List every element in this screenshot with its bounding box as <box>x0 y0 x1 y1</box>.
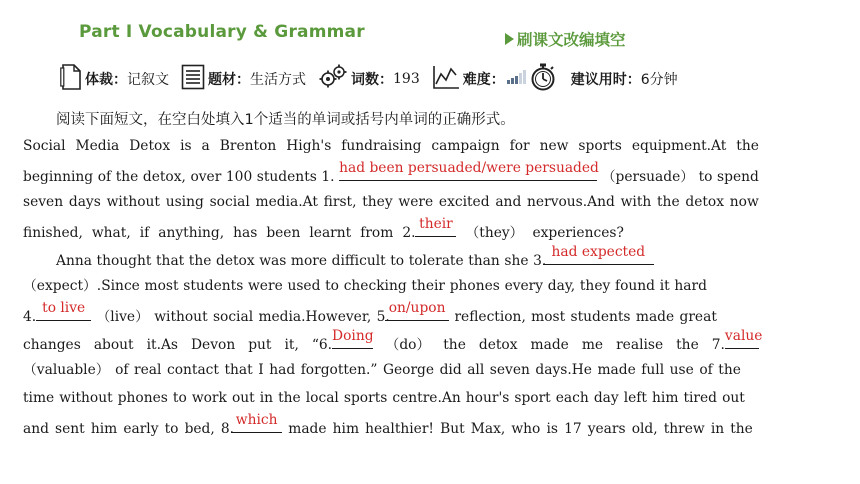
section-tag <box>505 28 626 50</box>
passage-word: the <box>676 337 699 353</box>
genre-value: 记叙文 <box>127 72 169 88</box>
answer-7: value <box>724 328 763 344</box>
passage-word: experiences? <box>532 225 624 241</box>
passage-word: they <box>362 194 393 210</box>
passage-word: were <box>248 278 283 294</box>
answer-blank-5[interactable] <box>385 300 449 321</box>
passage-word: 8. <box>220 421 235 437</box>
difficulty-group <box>432 63 559 95</box>
answer-3: had expected <box>551 244 646 260</box>
passage-word: But <box>440 421 465 437</box>
meta-bar <box>60 62 690 96</box>
words-label: 词数： <box>351 72 393 88</box>
list-icon <box>181 64 205 94</box>
passage-word: seven <box>489 362 530 378</box>
passage-word: it, <box>284 337 299 353</box>
passage-word: made <box>530 337 569 353</box>
passage-word: a <box>201 138 210 154</box>
passage-word: fundraising <box>341 138 422 154</box>
passage-word: sports <box>343 390 388 406</box>
passage-word: out <box>231 390 255 406</box>
passage-word: High's <box>286 138 332 154</box>
passage-word: 3. <box>533 253 547 269</box>
passage-word: finished, <box>23 225 83 241</box>
passage-word: media.At <box>255 194 318 210</box>
passage-word: beginning <box>23 169 94 185</box>
answer-4: to live <box>42 300 86 316</box>
passage-word: difficult <box>331 253 386 269</box>
passage-line <box>23 136 759 156</box>
passage-word: sports <box>578 138 622 154</box>
passage-word: equipment.At <box>631 138 727 154</box>
passage-word: （do） <box>385 337 431 353</box>
passage-word: days.He <box>535 362 592 378</box>
genre-group <box>60 64 169 94</box>
passage-word: and <box>495 194 522 210</box>
passage-word: local <box>305 390 339 406</box>
passage-word: of <box>699 362 713 378</box>
answer-blank-6[interactable] <box>332 328 374 349</box>
passage-word: I <box>258 362 264 378</box>
section-tag-label: 刷课文改编填空 <box>517 31 626 49</box>
passage-word: him <box>332 421 360 437</box>
passage-word: （valuable） <box>23 362 110 378</box>
passage-line <box>23 300 717 325</box>
passage-word: to <box>390 253 405 269</box>
passage-word: phones <box>117 390 168 406</box>
passage-word: students <box>256 169 317 185</box>
passage-word: detox <box>215 253 255 269</box>
passage-word: about <box>93 337 134 353</box>
passage-word: without <box>59 390 113 406</box>
passage-word: spend <box>717 169 759 185</box>
passage-word: hour's <box>465 390 510 406</box>
passage-word: to <box>172 390 187 406</box>
topic-value: 生活方式 <box>250 72 306 88</box>
passage-word: without <box>154 309 208 325</box>
passage-word: anything, <box>158 225 225 241</box>
passage-word: the <box>443 337 466 353</box>
passage-word: 7. <box>711 337 725 353</box>
passage-word: did <box>439 362 462 378</box>
passage-word: real <box>134 362 162 378</box>
passage-word: 5. <box>376 309 390 325</box>
passage-word: tolerate <box>408 253 464 269</box>
passage-word: the <box>657 194 680 210</box>
passage-word: in <box>710 421 725 437</box>
passage-word: the <box>188 253 212 269</box>
passage-word: over <box>190 169 222 185</box>
passage-word: new <box>539 138 569 154</box>
passage-word: detox <box>478 337 518 353</box>
passage-word: excited <box>438 194 490 210</box>
passage-word: more <box>290 253 328 269</box>
passage-word: changes <box>23 337 81 353</box>
passage-word: found <box>614 278 656 294</box>
passage-word: they <box>579 278 611 294</box>
passage-word: healthier! <box>365 421 434 437</box>
passage-word: bed, <box>184 421 215 437</box>
passage-line <box>23 216 759 241</box>
passage-word: learnt <box>309 225 352 241</box>
passage-word: every <box>504 278 544 294</box>
passage-word: to <box>164 421 179 437</box>
passage-word: detox, <box>142 169 186 185</box>
passage-line <box>23 360 741 380</box>
passage-word: were <box>398 194 434 210</box>
play-triangle-icon <box>505 33 514 45</box>
passage-word: has <box>233 225 258 241</box>
passage-line <box>56 244 654 269</box>
passage-word: （they） <box>465 225 524 241</box>
passage-word: contact <box>166 362 219 378</box>
passage-word: it <box>659 278 670 294</box>
answer-5: on/upon <box>388 300 446 316</box>
passage-word: realise <box>616 337 664 353</box>
passage-word: Devon <box>191 337 236 353</box>
passage-word: （expect）.Since <box>23 278 140 294</box>
passage-word: is <box>546 421 558 437</box>
time-label: 建议用时： <box>570 72 641 88</box>
passage-word: most <box>144 278 179 294</box>
passage-word: the <box>115 169 139 185</box>
passage-word: students <box>570 309 631 325</box>
passage-word: 17 <box>564 421 582 437</box>
passage-word: if <box>139 225 150 241</box>
answer-blank-4[interactable] <box>36 300 91 321</box>
part-title: Part Ⅰ Vocabulary & Grammar <box>79 22 365 42</box>
passage-word: and <box>23 421 49 437</box>
passage-word: now <box>729 194 759 210</box>
passage-word: day, <box>547 278 576 294</box>
passage-word: （persuade） <box>601 169 695 185</box>
passage-word: without <box>106 194 160 210</box>
passage-word: students <box>183 278 244 294</box>
passage-word: made <box>288 421 327 437</box>
passage-word: the <box>730 421 753 437</box>
topic-group <box>181 64 306 94</box>
passage-word: from <box>360 225 394 241</box>
passage-word: Detox <box>129 138 171 154</box>
passage-word: media.However, <box>258 309 372 325</box>
document-icon <box>60 64 82 94</box>
passage-word: Brenton <box>219 138 277 154</box>
passage-word: put <box>248 337 272 353</box>
passage-word: to <box>698 169 713 185</box>
words-value: 193 <box>393 71 420 87</box>
passage-line <box>23 276 707 296</box>
passage-line <box>23 412 753 437</box>
passage-word: time <box>23 390 55 406</box>
passage-word: what, <box>91 225 131 241</box>
signal-bars-icon <box>507 70 527 88</box>
passage-word: 1. <box>321 169 335 185</box>
passage-word: nervous.And <box>527 194 615 210</box>
passage-word: Social <box>23 138 66 154</box>
passage-word: sport <box>514 390 551 406</box>
passage-word: social <box>209 194 250 210</box>
passage-word: use <box>669 362 694 378</box>
words-group <box>318 63 420 95</box>
passage-word: tired <box>683 390 718 406</box>
passage-word: Max, <box>470 421 506 437</box>
passage-word: who <box>511 421 541 437</box>
passage-word: years <box>587 421 626 437</box>
passage-word: been <box>266 225 301 241</box>
passage-word: 100 <box>225 169 253 185</box>
answer-8: which <box>235 412 278 428</box>
passage-word: old, <box>631 421 658 437</box>
passage-word: for <box>509 138 530 154</box>
passage-word: had <box>269 362 296 378</box>
passage-word: made <box>597 362 636 378</box>
passage-word: campaign <box>431 138 500 154</box>
passage-word: centre.An <box>392 390 461 406</box>
passage-word: it.As <box>146 337 178 353</box>
passage-word: days <box>68 194 101 210</box>
passage-word: detox <box>685 194 725 210</box>
answer-blank-1[interactable] <box>339 160 599 181</box>
answer-blank-2[interactable] <box>415 216 456 237</box>
passage-word: made <box>635 309 675 325</box>
passage-word: using <box>165 194 204 210</box>
passage-word: （live） <box>96 309 149 325</box>
passage-word: forgotten.” <box>300 362 378 378</box>
passage-word: thought <box>96 253 152 269</box>
passage-word: that <box>156 253 185 269</box>
passage-word: threw <box>663 421 705 437</box>
passage-word: full <box>641 362 665 378</box>
passage-word: their <box>411 278 445 294</box>
passage-line <box>23 388 745 408</box>
passage-word: checking <box>343 278 407 294</box>
genre-label: 体裁： <box>85 72 127 88</box>
chart-icon <box>432 64 460 94</box>
answer-2: their <box>419 216 453 232</box>
passage-word: Anna <box>56 253 92 269</box>
passage-line <box>23 328 763 353</box>
passage-word: the <box>736 138 759 154</box>
instruction: 阅读下面短文，在空白处填入1个适当的单词或括号内单词的正确形式。 <box>56 112 515 128</box>
passage-word: sent <box>55 421 85 437</box>
passage-word: phones <box>449 278 500 294</box>
passage-word: early <box>123 421 159 437</box>
passage-word: George <box>382 362 435 378</box>
passage-word: hard <box>674 278 707 294</box>
difficulty-label: 难度： <box>462 72 505 88</box>
gears-icon <box>318 63 348 95</box>
answer-blank-3[interactable] <box>543 244 654 265</box>
passage-word: first, <box>323 194 357 210</box>
passage-word: each <box>555 390 589 406</box>
passage-word: that <box>224 362 253 378</box>
passage-word: him <box>90 421 118 437</box>
passage-word: “6. <box>311 337 333 353</box>
passage-word: him <box>652 390 679 406</box>
passage-word: of <box>97 169 112 185</box>
passage-word: 2. <box>402 225 416 241</box>
passage-word: than <box>468 253 500 269</box>
time-value: 6分钟 <box>640 72 678 88</box>
passage-word: all <box>467 362 485 378</box>
passage-word: left <box>623 390 647 406</box>
passage-word: is <box>180 138 192 154</box>
passage-word: the <box>278 390 301 406</box>
passage-word: work <box>191 390 227 406</box>
time-group <box>571 69 678 89</box>
answer-blank-7[interactable] <box>724 328 763 349</box>
answer-1: had been persuaded/were persuaded <box>339 160 599 176</box>
passage-word: seven <box>23 194 64 210</box>
passage-word: in <box>259 390 274 406</box>
answer-6: Doing <box>332 328 374 344</box>
passage-word: of <box>115 362 129 378</box>
passage-word: reflection, <box>454 309 526 325</box>
passage-line <box>23 160 759 185</box>
blank-number: 4. <box>23 309 37 325</box>
passage-line <box>23 192 759 212</box>
passage-word: used <box>287 278 321 294</box>
stopwatch-icon <box>530 63 556 95</box>
passage-word: out <box>722 390 745 406</box>
passage-word: social <box>212 309 254 325</box>
passage-word: most <box>531 309 566 325</box>
passage-word: with <box>620 194 652 210</box>
passage-word: great <box>679 309 717 325</box>
passage-word: the <box>718 362 741 378</box>
passage-word: was <box>259 253 287 269</box>
passage-word: me <box>581 337 604 353</box>
passage-word: day <box>593 390 619 406</box>
passage-word: Media <box>75 138 120 154</box>
answer-blank-8[interactable] <box>231 412 282 433</box>
passage-word: to <box>325 278 339 294</box>
topic-label: 题材： <box>208 72 250 88</box>
passage-word: she <box>504 253 529 269</box>
